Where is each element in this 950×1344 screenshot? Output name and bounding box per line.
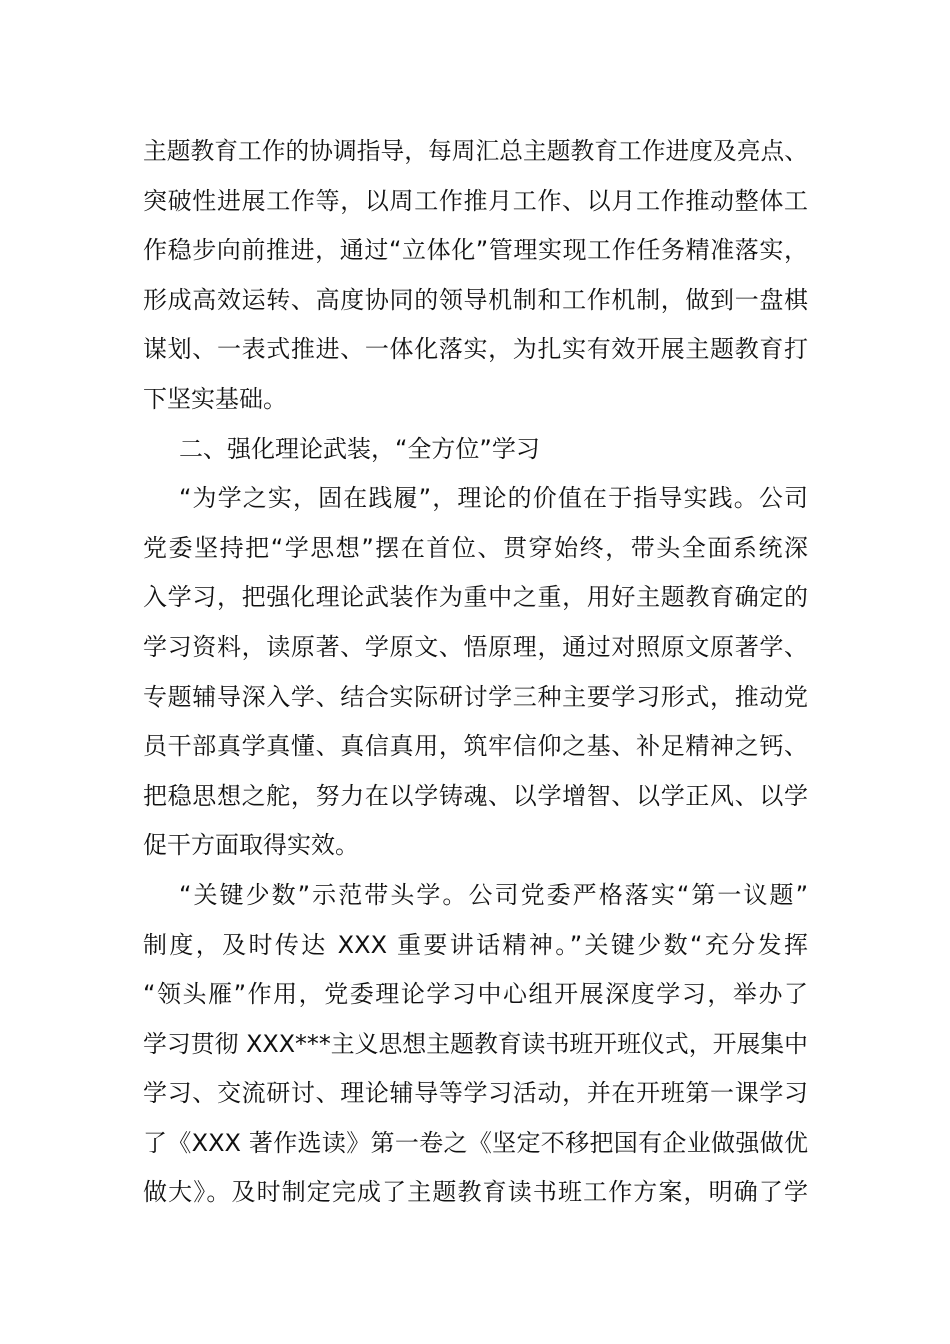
text-line: 做大》。及时制定完成了主题教育读书班工作方案，明确了学 bbox=[143, 1178, 808, 1207]
text-line: 把稳思想之舵，努力在以学铸魂、以学增智、以学正风、以学 bbox=[143, 781, 808, 810]
text-line: 制度，及时传达 XXX 重要讲话精神。”关键少数“充分发挥 bbox=[143, 930, 808, 959]
text-line: “领头雁”作用，党委理论学习中心组开展深度学习，举办了 bbox=[143, 980, 808, 1009]
document-body bbox=[143, 127, 808, 1218]
text-line: 突破性进展工作等，以周工作推月工作、以月工作推动整体工 bbox=[143, 186, 808, 215]
text-line: 下坚实基础。 bbox=[143, 384, 287, 413]
text-line: 形成高效运转、高度协同的领导机制和工作机制，做到一盘棋 bbox=[143, 285, 808, 314]
text-line: 党委坚持把“学思想”摆在首位、贯穿始终，带头全面系统深 bbox=[143, 533, 808, 562]
text-line: 学习资料，读原著、学原文、悟原理，通过对照原文原著学、 bbox=[143, 632, 808, 661]
text-line: 促干方面取得实效。 bbox=[143, 831, 359, 860]
text-line: 了《XXX 著作选读》第一卷之《坚定不移把国有企业做强做优 bbox=[143, 1128, 808, 1157]
text-line: 专题辅导深入学、结合实际研讨学三种主要学习形式，推动党 bbox=[143, 682, 808, 711]
text-line: 员干部真学真懂、真信真用，筑牢信仰之基、补足精神之钙、 bbox=[143, 732, 808, 761]
text-line: 主题教育工作的协调指导，每周汇总主题教育工作进度及亮点、 bbox=[143, 137, 808, 165]
text-line: 学习贯彻 XXX***主义思想主题教育读书班开班仪式，开展集中 bbox=[143, 1029, 808, 1058]
text-line: “为学之实，固在践履”，理论的价值在于指导实践。公司 bbox=[179, 484, 808, 513]
text-line: 学习、交流研讨、理论辅导等学习活动，并在开班第一课学习 bbox=[143, 1079, 808, 1108]
text-line: 谋划、一表式推进、一体化落实，为扎实有效开展主题教育打 bbox=[143, 335, 808, 364]
text-line: “关键少数”示范带头学。公司党委严格落实“第一议题” bbox=[179, 880, 808, 909]
section-heading: 二、强化理论武装，“全方位”学习 bbox=[179, 434, 540, 463]
text-line: 入学习，把强化理论武装作为重中之重，用好主题教育确定的 bbox=[143, 583, 808, 612]
text-line: 作稳步向前推进，通过“立体化”管理实现工作任务精准落实， bbox=[143, 236, 808, 265]
